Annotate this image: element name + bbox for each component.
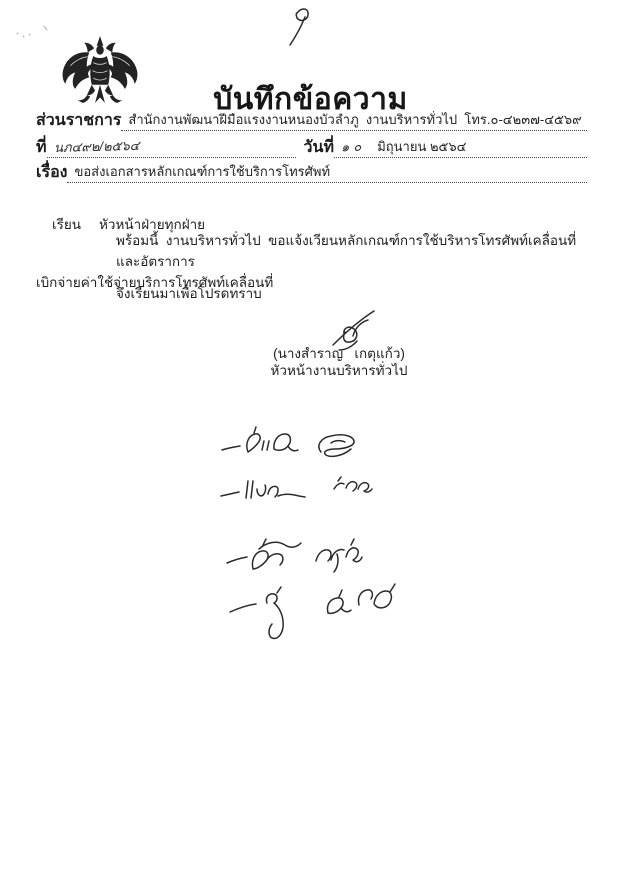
document-number-line: [36, 138, 587, 158]
body-paragraph-line1: พร้อมนี้ งานบริหารทั่วไป ขอแจ้งเวียนหลักเกณฑ์การใช้บริหารโทรศัพท์เคลื่อนที่และอัตราการ: [116, 233, 577, 269]
number-label: ที่: [36, 139, 47, 156]
acknowledgement-signature-1: [222, 427, 354, 456]
subject-value: ขอส่งเอกสารหลักเกณฑ์การใช้บริการโทรศัพท์: [67, 163, 587, 183]
number-value: [47, 138, 296, 158]
body-paragraph-line2: เบิกจ่ายค่าใช้จ่ายบริการโทรศัพท์เคลื่อนที่: [36, 275, 274, 290]
subject-line: [36, 163, 587, 183]
date-month-year: มิถุนายน ๒๕๖๔: [377, 139, 467, 154]
department-line: [36, 111, 587, 131]
acknowledgement-signature-3: [227, 539, 362, 572]
page-number-handwriting: [290, 9, 308, 45]
department-label: ส่วนราชการ: [36, 112, 122, 129]
date-value: [334, 138, 587, 158]
acknowledgement-signature-2: [221, 477, 372, 498]
signature-block: [264, 345, 414, 379]
acknowledgement-signature-4: [230, 584, 395, 638]
salutation-label: เรียน: [52, 217, 82, 232]
department-value: สำนักงานพัฒนาฝีมือแรงงานหนองบัวลำภู งานบริหารทั่วไป โทร.๐-๔๒๓๗-๔๕๖๙: [121, 111, 587, 131]
date-day-handwriting: ๑๐: [340, 138, 366, 155]
memo-title: บันทึกข้อความ: [213, 83, 408, 116]
closing-line: จึงเรียนมาเพื่อโปรดทราบ: [116, 286, 262, 301]
signer-name: (นางสำราญ เกตุแก้ว): [273, 346, 405, 361]
salutation-value: หัวหน้าฝ่ายทุกฝ่าย: [99, 217, 206, 232]
number-value-handwriting: นภ๔๙๒/๒๕๖๔: [53, 138, 140, 156]
date-label: วันที่: [303, 139, 335, 156]
subject-label: เรื่อง: [36, 164, 68, 181]
signer-position: หัวหน้างานบริหารทั่วไป: [270, 363, 408, 378]
scan-noise-marks: [17, 26, 47, 37]
